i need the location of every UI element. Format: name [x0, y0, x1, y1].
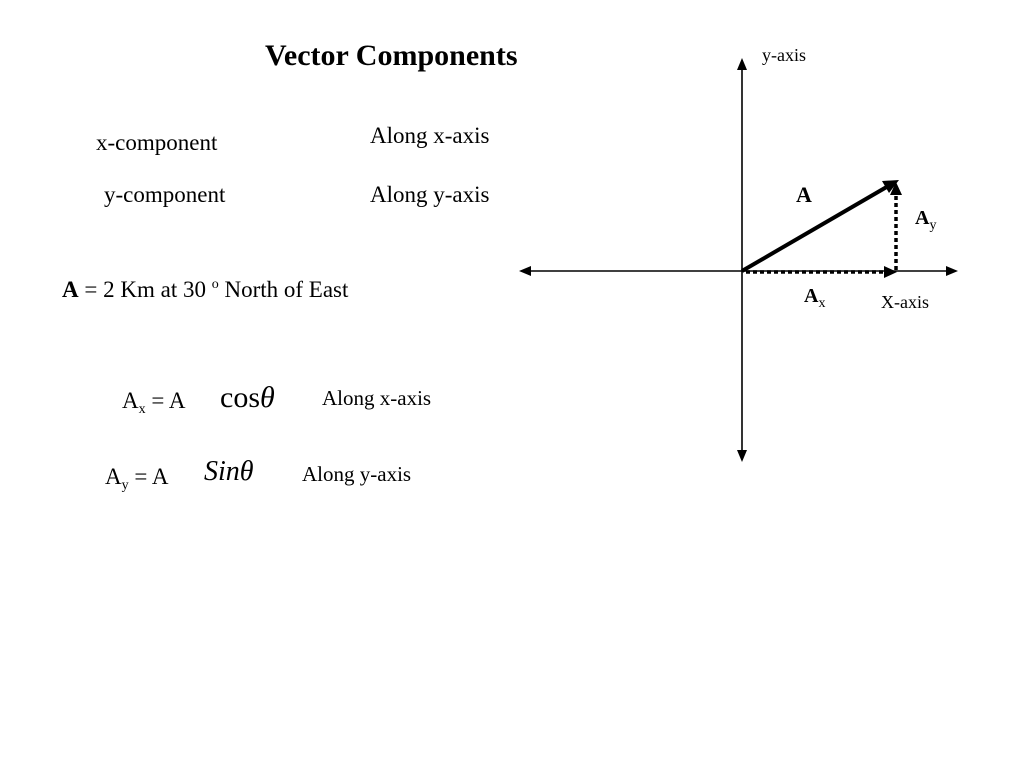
- ay-diagram-label: [915, 208, 936, 233]
- ax-symbol: A: [122, 388, 139, 413]
- vector-a-label: A: [796, 182, 812, 207]
- ax-subscript: x: [138, 402, 146, 417]
- magnitude-angle-text: 2 Km at 30: [103, 277, 206, 302]
- ay-symbol: A: [105, 464, 122, 489]
- direction-text: North of East: [224, 277, 349, 302]
- y-axis-arrow-down: [737, 450, 747, 462]
- x-component-direction: Along x-axis: [370, 123, 490, 148]
- ay-subscript: y: [121, 478, 129, 493]
- theta-symbol: θ: [239, 456, 254, 487]
- ax-rhs: = A: [151, 388, 186, 413]
- ay-diagram-symbol: A: [915, 207, 930, 229]
- vector-symbol: A: [62, 277, 79, 302]
- y-component-direction: Along y-axis: [370, 182, 490, 207]
- ay-diagram-subscript: y: [929, 218, 937, 233]
- y-axis-arrow-up: [737, 58, 747, 70]
- x-axis-label: X-axis: [881, 292, 929, 312]
- sin-function: Sin: [204, 456, 240, 487]
- cos-function: cos: [220, 381, 260, 414]
- ax-diagram-label: [804, 286, 825, 311]
- theta-symbol: θ: [260, 381, 275, 414]
- ay-note: Along y-axis: [302, 462, 412, 486]
- x-axis-arrow-left: [519, 266, 531, 276]
- ax-diagram-subscript: x: [818, 296, 826, 311]
- slide-title: Vector Components: [265, 39, 518, 72]
- ay-rhs: = A: [134, 464, 169, 489]
- vector-a-line: [742, 182, 890, 271]
- ax-note: Along x-axis: [322, 386, 432, 410]
- y-component-label: y-component: [104, 182, 226, 207]
- equals-sign: =: [84, 277, 98, 302]
- x-axis-arrow-right: [946, 266, 958, 276]
- ax-diagram-symbol: A: [804, 285, 819, 307]
- degree-superscript: o: [211, 277, 219, 292]
- y-axis-label: y-axis: [762, 45, 806, 65]
- x-component-label: x-component: [96, 130, 218, 155]
